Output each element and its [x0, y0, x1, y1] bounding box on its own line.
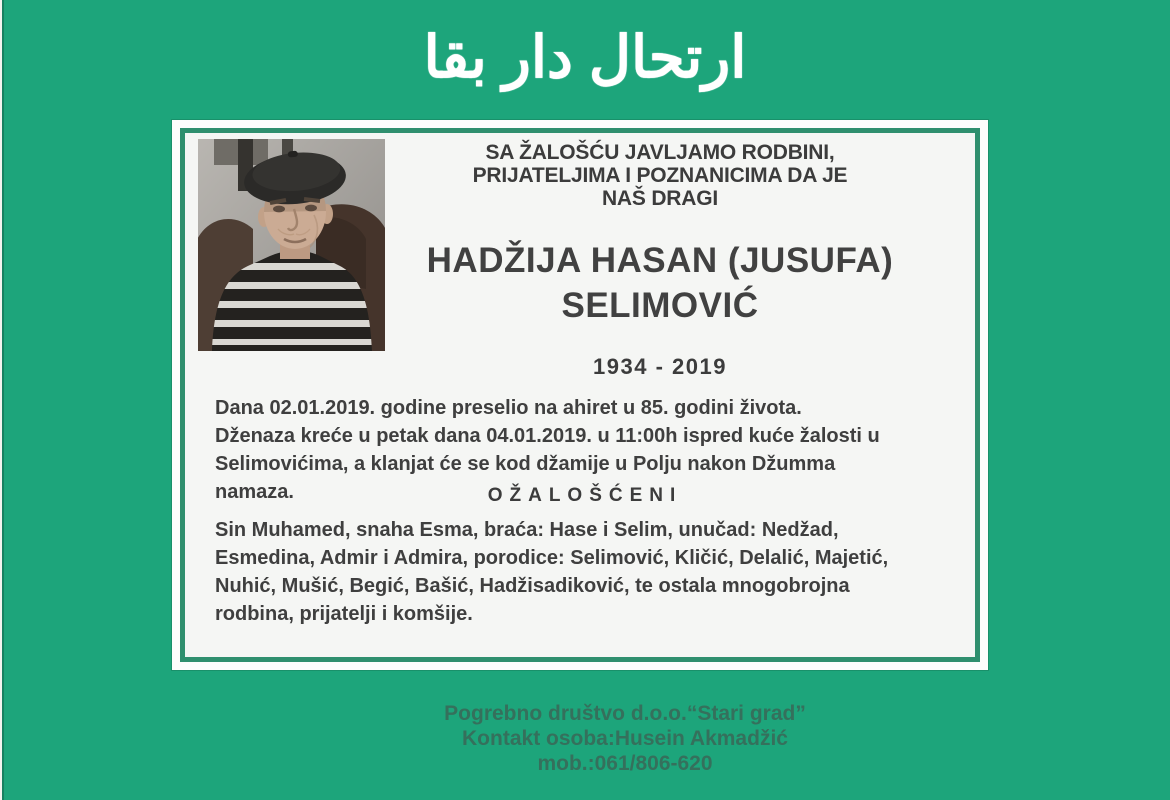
notice-header-block [355, 141, 965, 380]
funeral-details-line: Dženaza kreće u petak dana 04.01.2019. u 11:00h ispred kuće žalosti u [215, 425, 880, 447]
intro-line: NAŠ DRAGI [601, 187, 719, 210]
intro-text [355, 141, 965, 210]
funeral-home-footer [0, 701, 1170, 776]
mourners-heading: OŽALOŠĆENI [487, 485, 683, 506]
death-notice-card [180, 128, 980, 662]
mourners-line: Nuhić, Mušić, Begić, Bašić, Hadžisadiković, te ostala mnogobrojna [215, 575, 850, 597]
contact-phone: mob.:061/806-620 [537, 752, 713, 775]
scan-edge-artifact [0, 0, 2, 800]
funeral-details [215, 394, 955, 506]
intro-line: SA ŽALOŠĆU JAVLJAMO RODBINI, [485, 141, 835, 164]
funeral-details-line-text: namaza. [215, 481, 294, 503]
intro-line: PRIJATELJIMA I POZNANICIMA DA JE [472, 164, 848, 187]
mourners-line: rodbina, prijatelji i komšije. [215, 603, 473, 625]
funeral-details-last-line [215, 478, 955, 506]
funeral-details-line: Dana 02.01.2019. godine preselio na ahiret u 85. godini života. [215, 397, 802, 419]
deceased-portrait-photo [198, 139, 385, 351]
deceased-name-line: HADŽIJA HASAN (JUSUFA) [426, 241, 894, 280]
funeral-home-name: Pogrebno društvo d.o.o.“Stari grad” [444, 702, 806, 725]
funeral-details-line: Selimovićima, a klanjat će se kod džamije u Polju nakon Džumma [215, 453, 836, 475]
arabic-calligraphy: ارتحال دار بقا [423, 25, 747, 90]
mourners-list [215, 516, 955, 628]
contact-person: Kontakt osoba:Husein Akmadžić [462, 727, 788, 750]
mourners-line: Esmedina, Admir i Admira, porodice: Selimović, Kličić, Delalić, Majetić, [215, 547, 889, 569]
years-of-life: 1934 - 2019 [593, 354, 727, 379]
mourners-line: Sin Muhamed, snaha Esma, braća: Hase i Selim, unučad: Nedžad, [215, 519, 839, 541]
deceased-name-line: SELIMOVIĆ [561, 286, 759, 325]
deceased-name [355, 238, 965, 328]
